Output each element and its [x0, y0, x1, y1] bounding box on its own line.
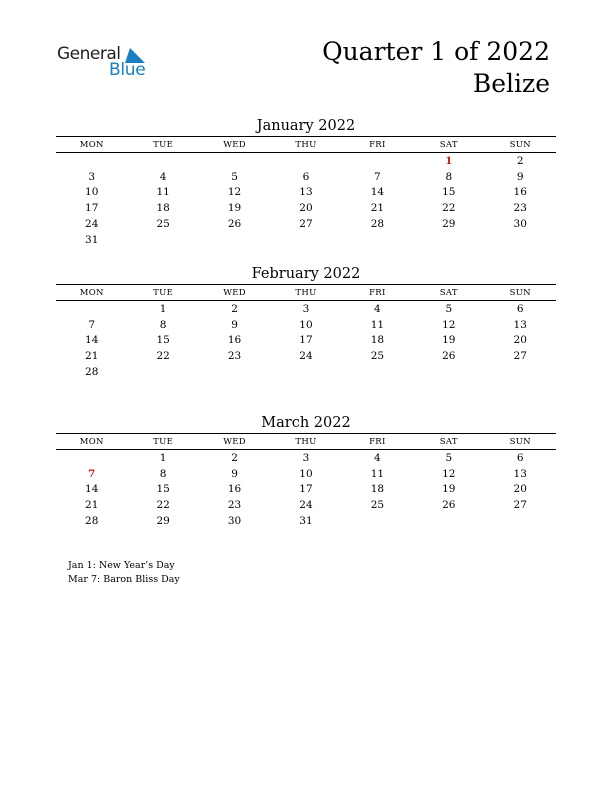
- day-cell: 30: [227, 515, 242, 528]
- day-cell: 1: [159, 302, 167, 315]
- day-cell: 10: [299, 467, 313, 480]
- day-cell: 25: [370, 499, 385, 512]
- day-cell: 17: [299, 483, 313, 496]
- logo-general-text: General: [57, 44, 121, 64]
- day-cell: 22: [156, 350, 170, 363]
- day-cell: 11: [156, 186, 170, 199]
- day-cell: 24: [85, 218, 99, 231]
- day-cell: 6: [516, 302, 524, 315]
- week-row: [56, 466, 556, 482]
- weekday-label: THU: [295, 139, 317, 150]
- weekday-label: SAT: [439, 139, 458, 150]
- day-cell: 9: [231, 467, 238, 480]
- day-cell: 1: [159, 451, 167, 464]
- day-cell: 22: [156, 499, 170, 512]
- weekday-label: SUN: [509, 139, 531, 150]
- day-cell: 5: [445, 451, 453, 464]
- week-row: [56, 232, 556, 248]
- weekday-label: SUN: [509, 287, 531, 298]
- day-cell: 29: [442, 218, 456, 231]
- day-cell: 18: [156, 202, 170, 215]
- weekday-label: MON: [79, 436, 104, 447]
- weekday-label: FRI: [369, 287, 386, 298]
- weekday-label: TUE: [153, 436, 174, 447]
- week-row: [56, 482, 556, 498]
- day-cell: 17: [299, 334, 313, 347]
- day-cell: 21: [370, 202, 385, 215]
- weekday-label: FRI: [369, 436, 386, 447]
- day-cell: 25: [370, 350, 385, 363]
- day-cell: 19: [227, 202, 242, 215]
- page-title: Quarter 1 of 2022: [322, 37, 550, 66]
- day-cell: 9: [516, 170, 524, 183]
- day-cell: 3: [302, 451, 310, 464]
- day-cell: 22: [442, 202, 456, 215]
- day-cell: 10: [85, 186, 99, 199]
- day-cell: 14: [85, 483, 99, 496]
- day-cell: 27: [513, 499, 527, 512]
- weekday-label: SUN: [509, 436, 531, 447]
- day-cell: 13: [513, 467, 527, 480]
- day-cell: 8: [159, 467, 167, 480]
- day-cell: 16: [227, 334, 242, 347]
- day-cell: 3: [88, 170, 96, 183]
- day-cell: 29: [156, 515, 170, 528]
- day-cell: 20: [299, 202, 313, 215]
- day-cell: 13: [299, 186, 313, 199]
- week-row: [56, 513, 556, 529]
- week-row: [56, 185, 556, 201]
- weekday-header: [56, 136, 556, 153]
- day-cell: 23: [227, 350, 242, 363]
- day-cell: 11: [370, 318, 385, 331]
- weekday-label: WED: [223, 436, 246, 447]
- weekday-label: THU: [295, 436, 317, 447]
- day-cell: 8: [159, 318, 167, 331]
- weekday-label: SAT: [439, 287, 458, 298]
- weekday-label: MON: [79, 139, 104, 150]
- day-cell: 9: [231, 318, 238, 331]
- day-cell: 6: [302, 170, 310, 183]
- day-cell: 4: [374, 302, 381, 315]
- day-cell: 24: [299, 350, 313, 363]
- day-cell: 15: [156, 483, 170, 496]
- day-cell: 31: [299, 515, 313, 528]
- day-cell: 7: [88, 318, 96, 331]
- day-cell: 5: [445, 302, 453, 315]
- week-row: [56, 364, 556, 380]
- week-row: [56, 200, 556, 216]
- month-january: [56, 116, 556, 248]
- weekday-label: TUE: [153, 139, 174, 150]
- day-cell: 18: [370, 483, 385, 496]
- day-cell: 23: [513, 202, 527, 215]
- day-cell: 23: [227, 499, 242, 512]
- day-cell: 10: [299, 318, 313, 331]
- day-cell: 14: [85, 334, 99, 347]
- day-cell: 12: [227, 186, 242, 199]
- holiday-notes: [68, 559, 180, 587]
- day-cell: 18: [370, 334, 385, 347]
- day-cell: 4: [374, 451, 381, 464]
- generalblue-logo: [57, 44, 157, 84]
- day-cell: 20: [513, 334, 527, 347]
- day-cell: 27: [513, 350, 527, 363]
- day-cell: 21: [85, 499, 99, 512]
- day-cell: 4: [159, 170, 167, 183]
- country-name: Belize: [472, 69, 550, 98]
- day-cell: 2: [231, 451, 238, 464]
- day-cell: 7: [374, 170, 381, 183]
- day-cell: 28: [85, 515, 99, 528]
- week-row: [56, 450, 556, 466]
- week-row: [56, 153, 556, 169]
- day-cell: 26: [442, 350, 456, 363]
- day-cell: 15: [156, 334, 170, 347]
- weekday-label: MON: [79, 287, 104, 298]
- day-cell: 5: [231, 170, 238, 183]
- weekday-label: WED: [223, 139, 246, 150]
- week-row: [56, 497, 556, 513]
- day-cell: 26: [227, 218, 242, 231]
- day-cell: 6: [516, 451, 524, 464]
- week-row: [56, 169, 556, 185]
- day-cell: 14: [370, 186, 385, 199]
- day-cell: 13: [513, 318, 527, 331]
- month-title: January 2022: [256, 118, 356, 134]
- day-cell: 15: [442, 186, 456, 199]
- day-cell: 31: [85, 233, 99, 246]
- day-cell: 20: [513, 483, 527, 496]
- day-cell: 12: [442, 467, 456, 480]
- day-cell: 16: [513, 186, 527, 199]
- day-cell: 28: [370, 218, 385, 231]
- day-cell: 3: [302, 302, 310, 315]
- day-cell: 21: [85, 350, 99, 363]
- month-march: [56, 413, 556, 529]
- week-row: [56, 216, 556, 232]
- day-cell: 30: [513, 218, 527, 231]
- weekday-label: WED: [223, 287, 246, 298]
- day-cell: 19: [442, 483, 456, 496]
- week-row: [56, 317, 556, 333]
- day-cell: 2: [516, 154, 524, 167]
- day-cell: 27: [299, 218, 313, 231]
- weekday-header: [56, 433, 556, 450]
- day-cell: 1: [445, 154, 453, 167]
- day-cell: 16: [227, 483, 242, 496]
- day-cell: 11: [370, 467, 385, 480]
- week-row: [56, 301, 556, 317]
- month-title: February 2022: [251, 266, 361, 282]
- day-cell: 24: [299, 499, 313, 512]
- day-cell: 8: [445, 170, 453, 183]
- day-cell: 19: [442, 334, 456, 347]
- day-cell: 7: [88, 467, 96, 480]
- weekday-header: [56, 284, 556, 301]
- week-row: [56, 333, 556, 349]
- weekday-label: THU: [295, 287, 317, 298]
- day-cell: 17: [85, 202, 99, 215]
- day-cell: 12: [442, 318, 456, 331]
- month-title: March 2022: [261, 415, 351, 431]
- weekday-label: SAT: [439, 436, 458, 447]
- day-cell: 26: [442, 499, 456, 512]
- weekday-label: TUE: [153, 287, 174, 298]
- holiday-note: Jan 1: New Year’s Day: [68, 560, 175, 571]
- day-cell: 25: [156, 218, 170, 231]
- month-february: [56, 264, 556, 380]
- logo-blue-text: Blue: [109, 60, 146, 80]
- holiday-note: Mar 7: Baron Bliss Day: [68, 574, 180, 585]
- week-row: [56, 348, 556, 364]
- weekday-label: FRI: [369, 139, 386, 150]
- day-cell: 28: [85, 366, 99, 379]
- day-cell: 2: [231, 302, 238, 315]
